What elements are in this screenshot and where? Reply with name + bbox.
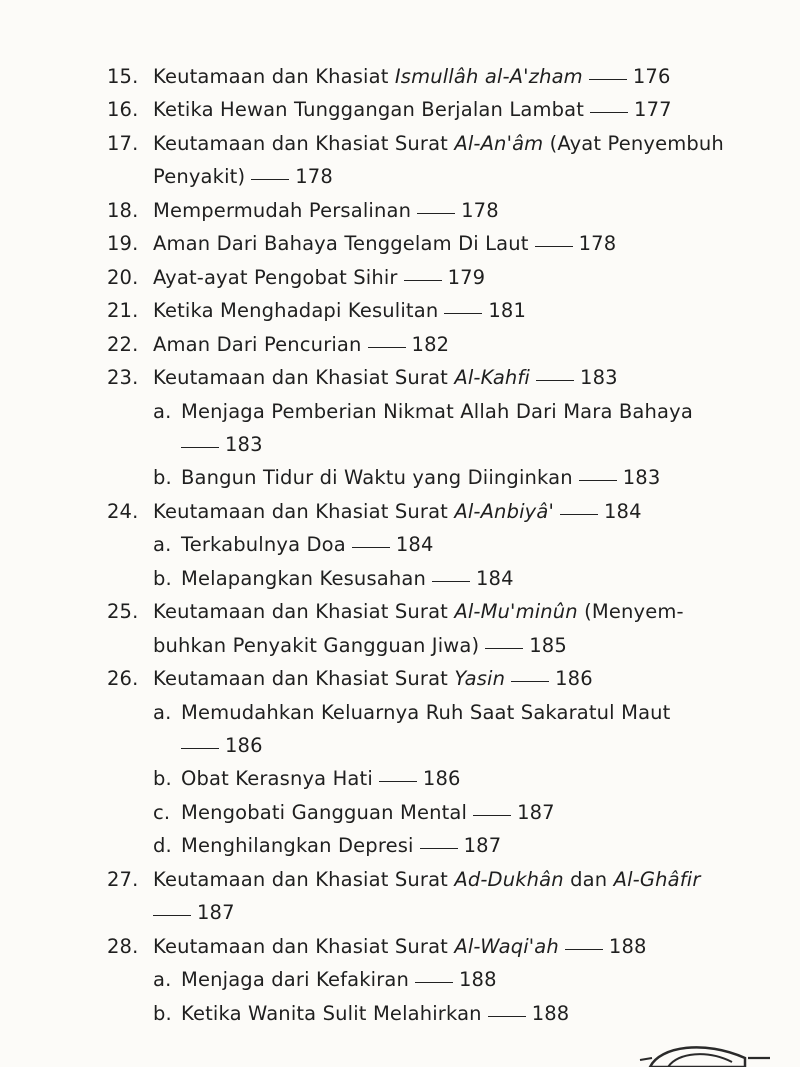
entry-number: b.	[153, 767, 172, 791]
entry-title: Keutamaan dan Khasiat Surat	[153, 934, 455, 958]
page-number: 183	[580, 366, 618, 390]
entry-title: Al-Ghâfir	[613, 867, 701, 891]
page-number: 183	[622, 466, 661, 490]
page-number: 177	[634, 98, 672, 122]
page-number: 179	[447, 265, 486, 289]
entry-number: 17.	[107, 131, 139, 155]
entry-title: Melapangkan Kesusahan	[181, 566, 426, 590]
entry-number: 18.	[107, 198, 139, 222]
entry-number: a.	[153, 399, 172, 423]
entry-number: 16.	[107, 98, 139, 122]
page-number: 187	[197, 901, 235, 925]
entry-title: Ketika Hewan Tunggangan Berjalan Lambat	[153, 98, 585, 122]
page-number: 188	[459, 968, 497, 992]
entry-title: Penyakit)	[153, 165, 246, 189]
entry-title: Ayat-ayat Pengobat Sihir	[153, 265, 398, 289]
entry-title: Keutamaan dan Khasiat Surat	[153, 600, 455, 624]
entry-title: (Ayat Penyembuh	[543, 131, 724, 155]
page-number: 178	[461, 198, 499, 222]
entry-title: Ketika Menghadapi Kesulitan	[153, 299, 439, 323]
entry-number: 23.	[107, 366, 139, 390]
page-number: 187	[463, 834, 502, 858]
entry-number: 19.	[107, 232, 139, 256]
entry-title: (Menyem-	[577, 600, 684, 624]
entry-title: Al-Kahfi	[454, 366, 531, 390]
page-number: 181	[488, 299, 527, 323]
entry-number: 21.	[107, 299, 139, 323]
entry-number: b.	[153, 1001, 172, 1025]
entry-title: Bangun Tidur di Waktu yang Diinginkan	[181, 466, 573, 490]
entry-title: Al-An'âm	[454, 131, 544, 155]
page-number: 188	[531, 1001, 570, 1025]
entry-number: 22.	[107, 332, 139, 356]
entry-title: Ketika Wanita Sulit Melahirkan	[181, 1001, 482, 1025]
entry-title: Menjaga Pemberian Nikmat Allah Dari Mara Bahaya	[181, 399, 693, 423]
page-number: 176	[632, 65, 671, 88]
entry-number: 20.	[107, 265, 139, 289]
entry-title: Keutamaan dan Khasiat Surat	[153, 667, 455, 691]
entry-number: a.	[153, 700, 172, 724]
page-number: 184	[603, 499, 642, 523]
entry-title: Memudahkan Keluarnya Ruh Saat Sakaratul Maut	[181, 700, 671, 724]
page-number: 187	[517, 800, 555, 824]
entry-title: Ad-Dukhân	[454, 867, 564, 891]
entry-title: Mengobati Gangguan Mental	[181, 800, 468, 824]
entry-title: Ismullâh al-A'zham	[394, 65, 583, 88]
entry-title: Obat Kerasnya Hati	[181, 767, 373, 791]
entry-title: Aman Dari Pencurian	[153, 332, 362, 356]
entry-title: Keutamaan dan Khasiat Surat	[153, 131, 455, 155]
entry-number: b.	[153, 566, 172, 590]
page-number: 184	[395, 533, 434, 557]
entry-number: a.	[153, 968, 172, 992]
entry-title: Keutamaan dan Khasiat Surat	[153, 499, 455, 523]
entry-title: Aman Dari Bahaya Tenggelam Di Laut	[153, 232, 529, 256]
entry-number: 28.	[107, 934, 139, 958]
page-number: 186	[422, 767, 461, 791]
page-number: 178	[578, 232, 617, 256]
page-number: 186	[225, 734, 263, 757]
entry-title: Al-Anbiyâ'	[454, 499, 554, 523]
entry-title: buhkan Penyakit Gangguan Jiwa)	[153, 633, 480, 657]
entry-number: 26.	[107, 667, 139, 691]
entry-title: Yasin	[454, 667, 506, 691]
entry-title: Menghilangkan Depresi	[181, 834, 414, 858]
page-number: 182	[411, 332, 450, 356]
entry-number: d.	[153, 834, 172, 858]
page-number: 178	[295, 165, 333, 189]
entry-title: Terkabulnya Doa	[181, 533, 346, 557]
entry-title: Keutamaan dan Khasiat	[153, 65, 395, 88]
entry-title: Menjaga dari Kefakiran	[181, 968, 409, 992]
entry-number: b.	[153, 466, 172, 490]
page-number: 188	[608, 934, 647, 958]
entry-number: 15.	[107, 65, 139, 88]
entry-title: Mempermudah Persalinan	[153, 198, 412, 222]
entry-number: 25.	[107, 600, 139, 624]
entry-title: dan	[563, 867, 614, 891]
entry-title: Al-Waqi'ah	[454, 934, 559, 958]
entry-number: c.	[153, 800, 171, 824]
page-number: 186	[555, 667, 593, 691]
page-number: 184	[475, 566, 514, 590]
entry-title: Keutamaan dan Khasiat Surat	[153, 867, 455, 891]
entry-number: 27.	[107, 867, 139, 891]
entry-title: Keutamaan dan Khasiat Surat	[153, 366, 455, 390]
entry-title: Al-Mu'minûn	[454, 600, 578, 624]
entry-number: a.	[153, 533, 172, 557]
page-number: 185	[529, 633, 567, 657]
page-number: 183	[225, 432, 263, 456]
entry-number: 24.	[107, 499, 139, 523]
